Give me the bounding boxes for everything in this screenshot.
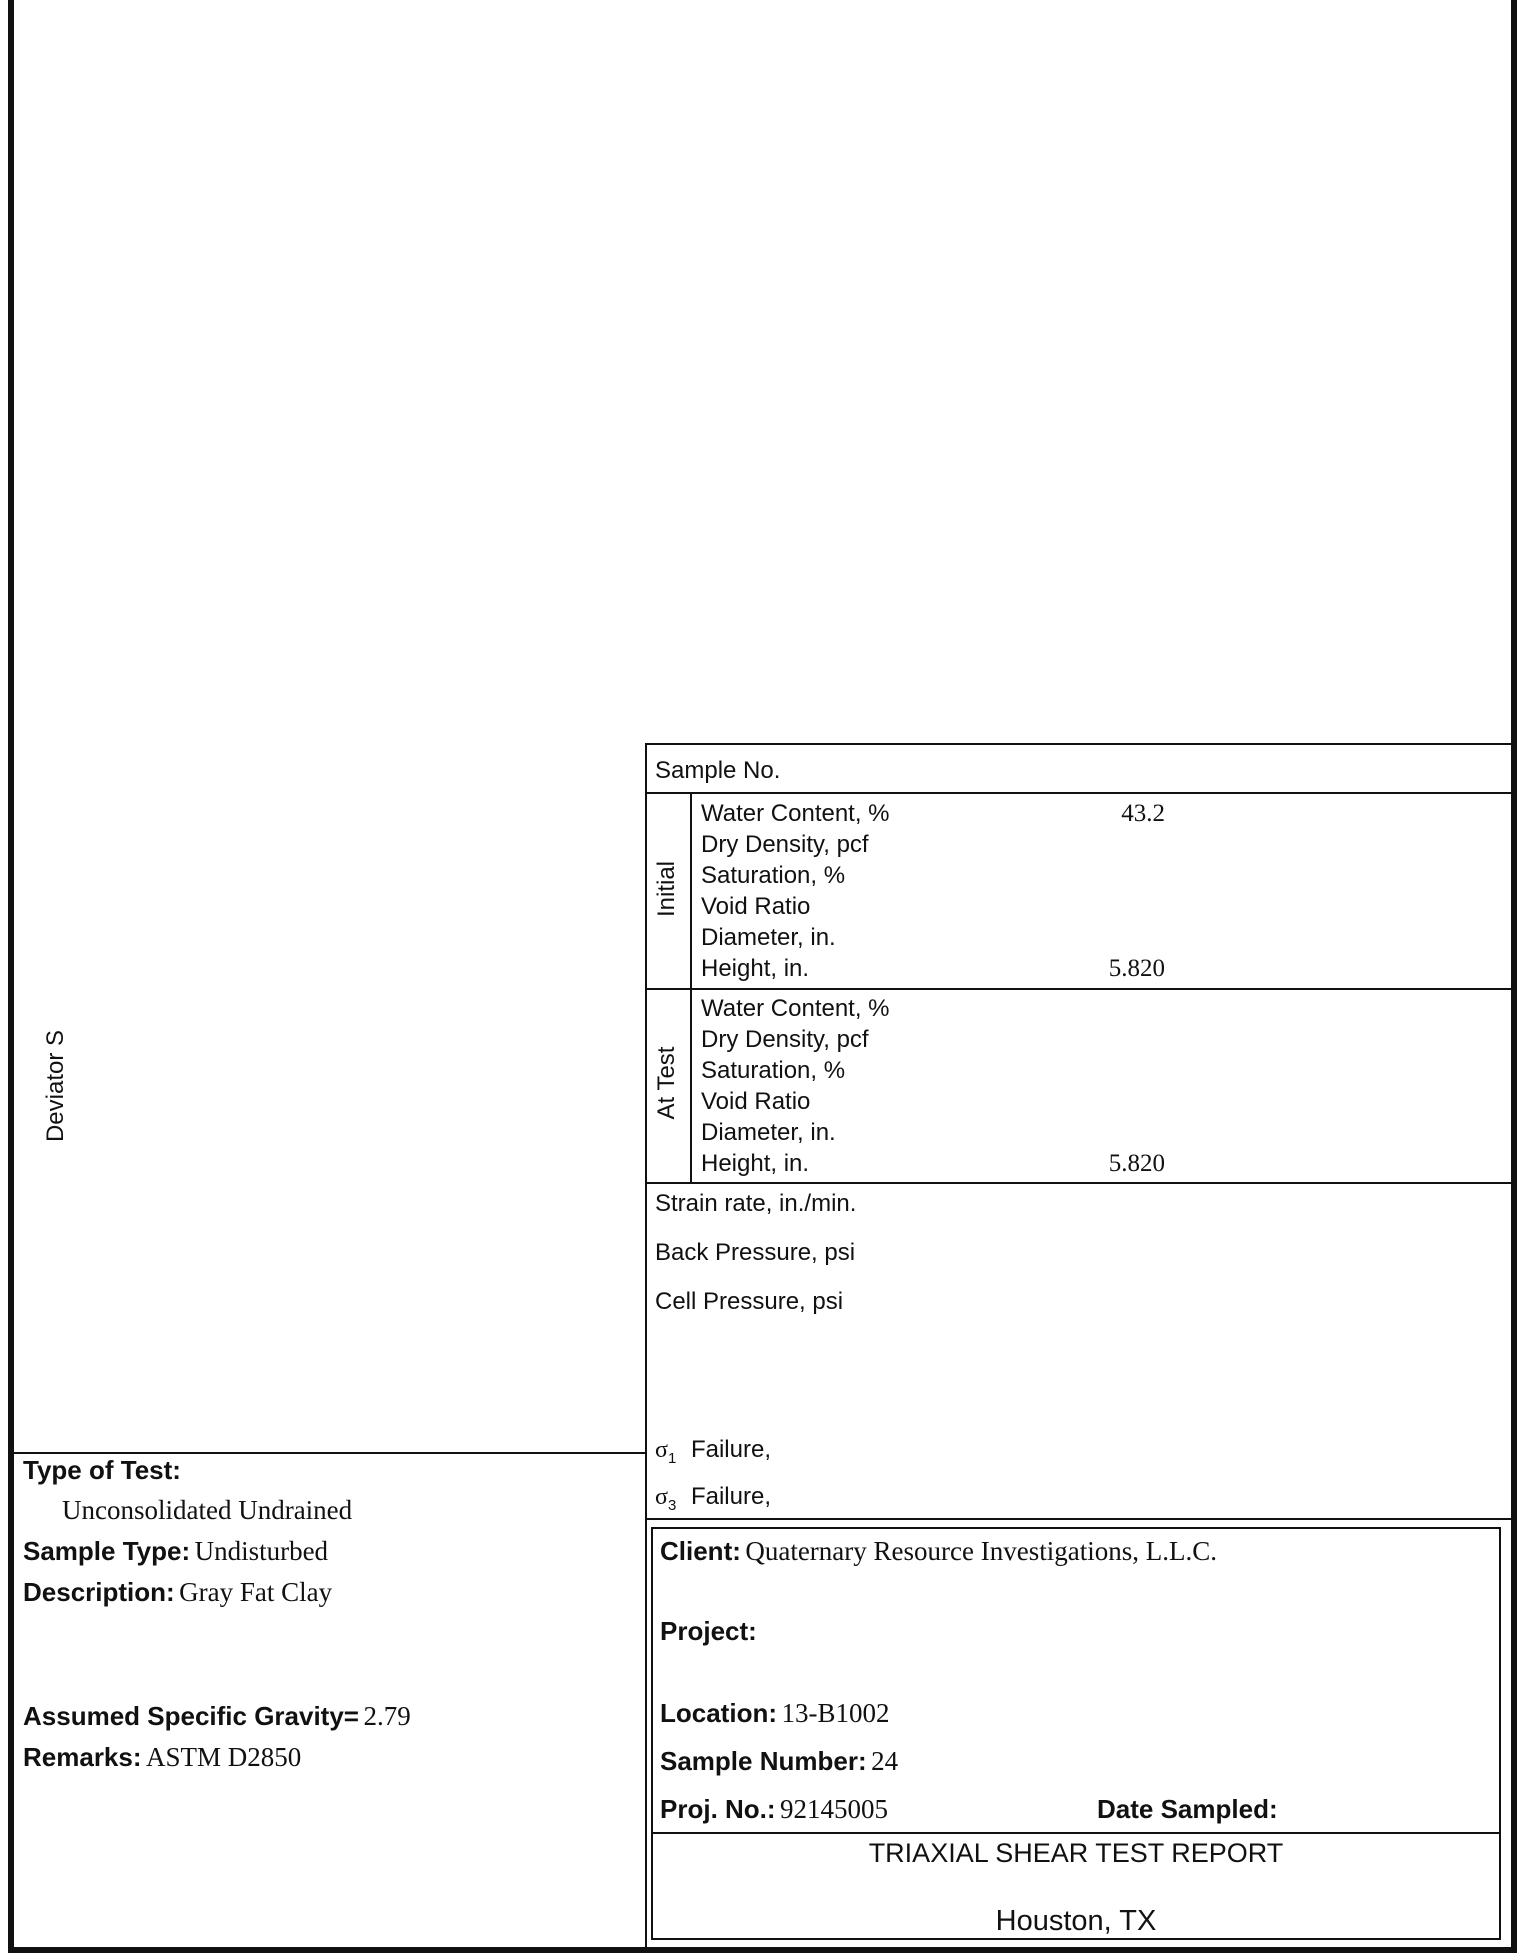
table-top-line bbox=[645, 743, 1513, 745]
title-block bbox=[651, 1527, 1501, 1940]
frame-left-border bbox=[8, 0, 14, 1953]
specific-gravity-row bbox=[23, 1701, 411, 1732]
client-value: Quaternary Resource Investigations, L.L.C. bbox=[745, 1536, 1217, 1566]
date-sampled-label: Date Sampled: bbox=[1097, 1794, 1278, 1824]
sample-type-value: Undisturbed bbox=[194, 1536, 329, 1566]
specific-gravity-value: 2.79 bbox=[363, 1701, 411, 1731]
at-test-void-ratio-label: Void Ratio bbox=[701, 1088, 811, 1115]
report-title-divider bbox=[651, 1832, 1501, 1834]
group-label-column-line bbox=[690, 792, 692, 1182]
type-of-test-value: Unconsolidated Undrained bbox=[62, 1495, 353, 1525]
at-test-group-label-text: At Test bbox=[653, 1046, 680, 1120]
table-left-line bbox=[645, 743, 647, 1949]
initial-group-label bbox=[653, 839, 683, 939]
sample-type-row bbox=[23, 1536, 328, 1567]
client-label: Client: bbox=[660, 1536, 741, 1566]
type-of-test-label bbox=[23, 1455, 181, 1486]
table-bottom-line bbox=[645, 1518, 1513, 1520]
location-value: 13-B1002 bbox=[781, 1698, 890, 1728]
sigma1-failure-row bbox=[655, 1434, 771, 1474]
sigma1-symbol: σ bbox=[655, 1437, 668, 1463]
y-axis-label bbox=[42, 1026, 72, 1146]
sample-no-divider bbox=[645, 792, 1513, 794]
at-test-water-content-label: Water Content, % bbox=[701, 995, 890, 1022]
at-test-values bbox=[1060, 993, 1165, 1179]
at-test-height-label: Height, in. bbox=[701, 1150, 810, 1177]
remarks-value: ASTM D2850 bbox=[145, 1742, 302, 1772]
at-test-group-label bbox=[653, 1033, 683, 1133]
back-pressure-label: Back Pressure, psi bbox=[655, 1239, 856, 1266]
at-test-divider bbox=[645, 1182, 1513, 1184]
proj-no-value: 92145005 bbox=[780, 1794, 889, 1824]
y-axis-label-text: Deviator S bbox=[42, 1029, 69, 1143]
initial-water-content-label: Water Content, % bbox=[701, 800, 890, 827]
sigma1-subscript: 1 bbox=[667, 1449, 677, 1467]
initial-labels bbox=[701, 798, 890, 984]
date-sampled-row bbox=[1097, 1794, 1278, 1825]
city-label: Houston, TX bbox=[995, 1905, 1157, 1937]
description-label: Description: bbox=[23, 1577, 175, 1607]
project-label: Project: bbox=[660, 1616, 757, 1646]
initial-diameter-label: Diameter, in. bbox=[701, 924, 836, 951]
initial-height-value: 5.820 bbox=[1108, 955, 1165, 982]
initial-dry-density-label: Dry Density, pcf bbox=[701, 831, 869, 858]
at-test-saturation-value bbox=[1060, 1055, 1165, 1086]
sigma3-symbol: σ bbox=[655, 1484, 668, 1510]
at-test-dry-density-label: Dry Density, pcf bbox=[701, 1026, 869, 1053]
type-of-test-label-text: Type of Test: bbox=[23, 1455, 181, 1485]
at-test-labels bbox=[701, 993, 890, 1179]
sample-number-row bbox=[660, 1746, 898, 1777]
initial-void-ratio-label: Void Ratio bbox=[701, 893, 811, 920]
sample-no-label: Sample No. bbox=[655, 757, 781, 784]
initial-values bbox=[1060, 798, 1165, 984]
initial-group-label-text: Initial bbox=[653, 860, 680, 918]
client-row bbox=[660, 1536, 1217, 1567]
at-test-void-ratio-value bbox=[1060, 1086, 1165, 1117]
at-test-diameter-label: Diameter, in. bbox=[701, 1119, 836, 1146]
remarks-label: Remarks: bbox=[23, 1742, 142, 1772]
location-label: Location: bbox=[660, 1698, 777, 1728]
initial-diameter-value bbox=[1060, 922, 1165, 953]
sample-number-value: 24 bbox=[871, 1746, 899, 1776]
cell-pressure-label: Cell Pressure, psi bbox=[655, 1288, 844, 1315]
frame-bottom-border bbox=[8, 1947, 1517, 1953]
sample-number-label: Sample Number: bbox=[660, 1746, 867, 1776]
proj-no-row bbox=[660, 1794, 888, 1825]
description-value: Gray Fat Clay bbox=[179, 1577, 333, 1607]
specific-gravity-label: Assumed Specific Gravity= bbox=[23, 1701, 359, 1731]
initial-void-ratio-value bbox=[1060, 891, 1165, 922]
report-title: TRIAXIAL SHEAR TEST REPORT bbox=[868, 1838, 1284, 1868]
at-test-saturation-label: Saturation, % bbox=[701, 1057, 846, 1084]
at-test-diameter-value bbox=[1060, 1117, 1165, 1148]
sigma3-failure-label: Failure, bbox=[690, 1483, 771, 1510]
description-row bbox=[23, 1577, 332, 1608]
at-test-height-value: 5.820 bbox=[1108, 1150, 1165, 1177]
initial-saturation-value bbox=[1060, 860, 1165, 891]
sigma1-failure-label: Failure, bbox=[690, 1436, 771, 1463]
test-info-top-line bbox=[14, 1452, 646, 1454]
location-row bbox=[660, 1698, 889, 1729]
sigma3-subscript: 3 bbox=[667, 1496, 677, 1514]
initial-dry-density-value bbox=[1060, 829, 1165, 860]
initial-saturation-label: Saturation, % bbox=[701, 862, 846, 889]
sample-type-label: Sample Type: bbox=[23, 1536, 191, 1566]
frame-right-border bbox=[1511, 0, 1517, 1953]
remarks-row bbox=[23, 1742, 301, 1773]
initial-water-content-value: 43.2 bbox=[1121, 800, 1165, 827]
project-row bbox=[660, 1616, 757, 1647]
proj-no-label: Proj. No.: bbox=[660, 1794, 776, 1824]
initial-height-label: Height, in. bbox=[701, 955, 810, 982]
initial-divider bbox=[645, 988, 1513, 990]
strain-rate-label: Strain rate, in./min. bbox=[655, 1190, 857, 1217]
at-test-water-content-value bbox=[1060, 993, 1165, 1024]
at-test-dry-density-value bbox=[1060, 1024, 1165, 1055]
sigma3-failure-row bbox=[655, 1481, 771, 1521]
